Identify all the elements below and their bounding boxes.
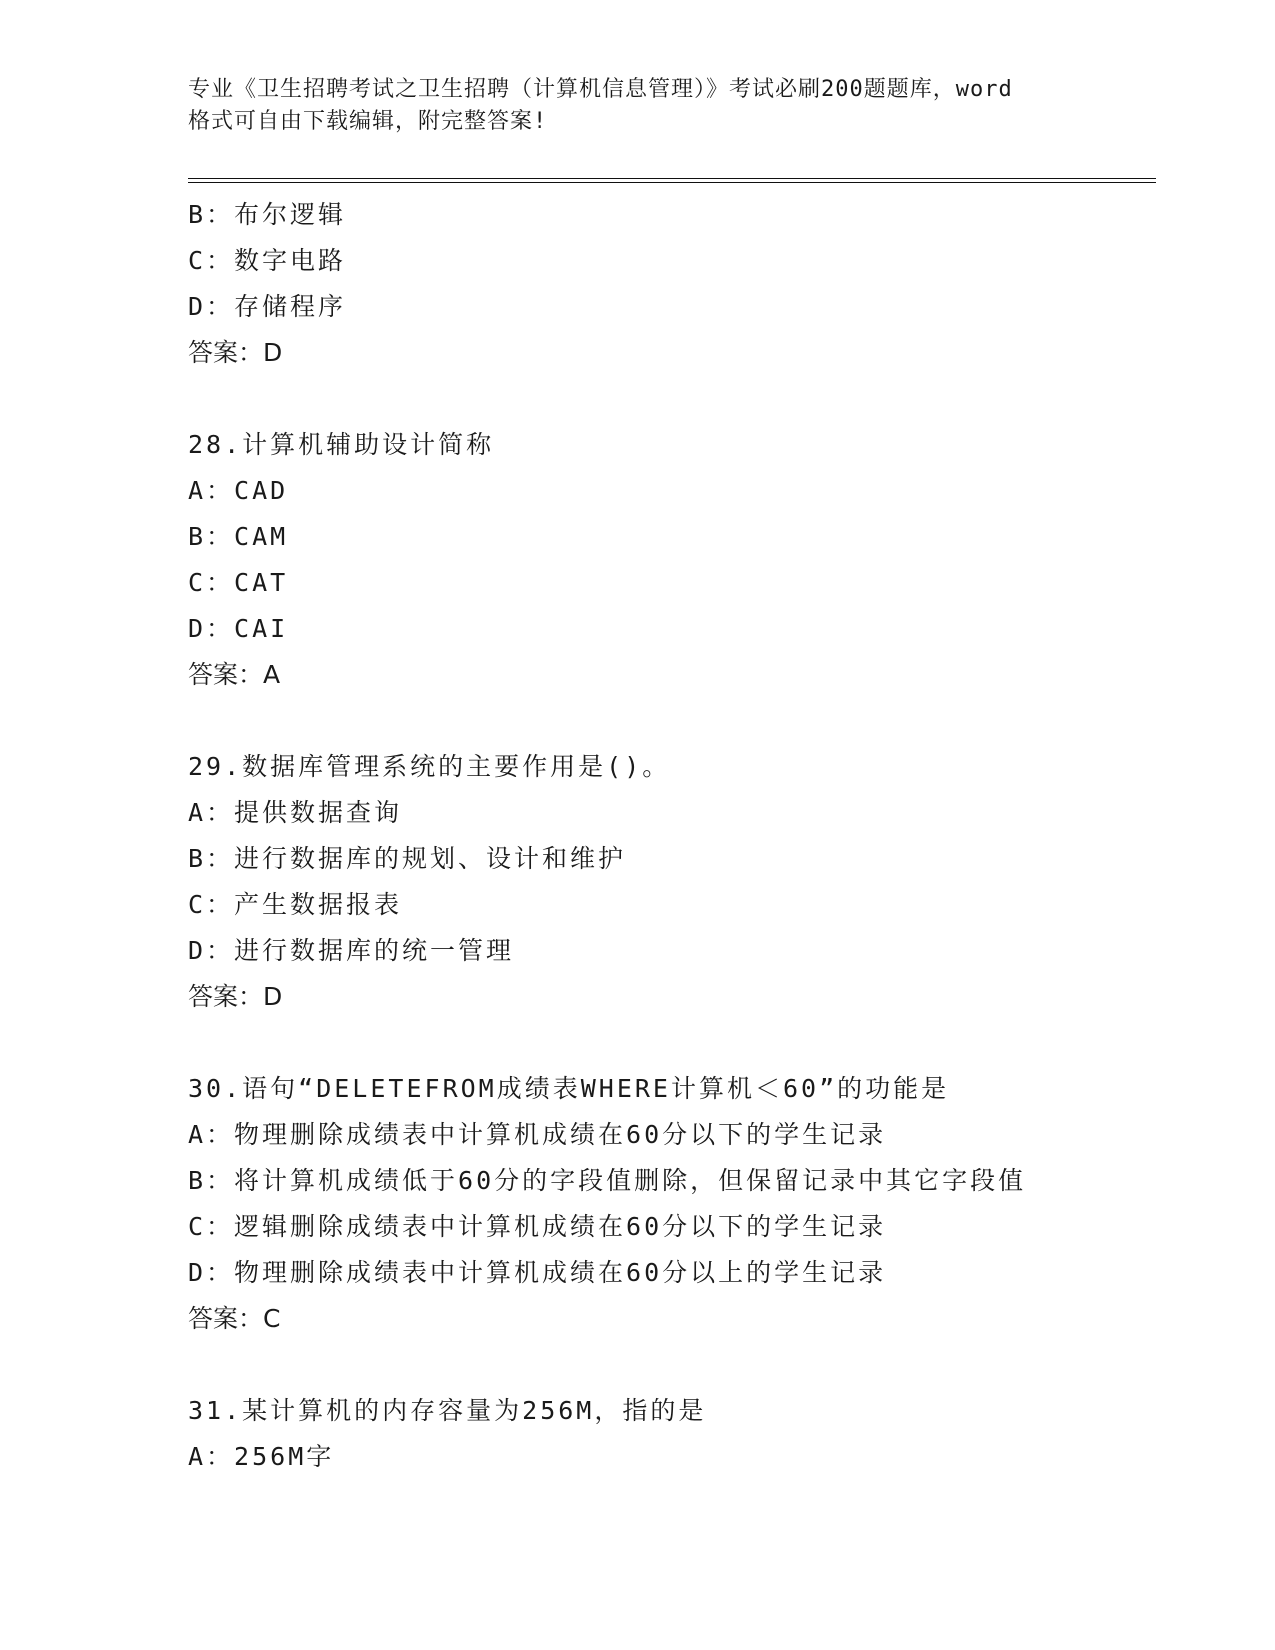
question-text: 28.计算机辅助设计简称: [188, 430, 495, 459]
question-28: [188, 422, 1148, 698]
spacer: [188, 698, 1148, 744]
answer: 答案：A: [188, 660, 281, 689]
header-line-1: 专业《卫生招聘考试之卫生招聘（计算机信息管理）》考试必刷200题题库，word: [188, 77, 1013, 102]
option-b: B：进行数据库的规划、设计和维护: [188, 844, 627, 873]
spacer: [188, 376, 1148, 422]
document-header: [188, 74, 1088, 138]
option-c: C：数字电路: [188, 246, 347, 275]
option-b: B：CAM: [188, 522, 289, 551]
question-31: [188, 1388, 1148, 1480]
answer: 答案：C: [188, 1304, 281, 1333]
question-text: 30.语句“DELETEFROM成绩表WHERE计算机＜60”的功能是: [188, 1074, 950, 1103]
option-a: A：提供数据查询: [188, 798, 403, 827]
option-d: D：存储程序: [188, 292, 347, 321]
option-c: C：产生数据报表: [188, 890, 403, 919]
answer: 答案：D: [188, 982, 283, 1011]
option-a: A：256M字: [188, 1442, 335, 1471]
option-d: D：进行数据库的统一管理: [188, 936, 515, 965]
header-line-2: 格式可自由下载编辑，附完整答案!: [188, 109, 548, 134]
option-b: B：布尔逻辑: [188, 200, 347, 229]
header-divider: [188, 178, 1156, 183]
question-list: [188, 192, 1148, 1480]
option-a: A：CAD: [188, 476, 289, 505]
answer: 答案：D: [188, 338, 283, 367]
option-b: B：将计算机成绩低于60分的字段值删除，但保留记录中其它字段值: [188, 1166, 1027, 1195]
option-d: D：CAI: [188, 614, 289, 643]
question-text: 29.数据库管理系统的主要作用是()。: [188, 752, 671, 781]
question-text: 31.某计算机的内存容量为256M，指的是: [188, 1396, 707, 1425]
question-27-continued: [188, 192, 1148, 376]
option-a: A：物理删除成绩表中计算机成绩在60分以下的学生记录: [188, 1120, 887, 1149]
spacer: [188, 1342, 1148, 1388]
spacer: [188, 1020, 1148, 1066]
question-30: [188, 1066, 1148, 1342]
option-c: C：逻辑删除成绩表中计算机成绩在60分以下的学生记录: [188, 1212, 887, 1241]
question-29: [188, 744, 1148, 1020]
option-d: D：物理删除成绩表中计算机成绩在60分以上的学生记录: [188, 1258, 887, 1287]
option-c: C：CAT: [188, 568, 289, 597]
